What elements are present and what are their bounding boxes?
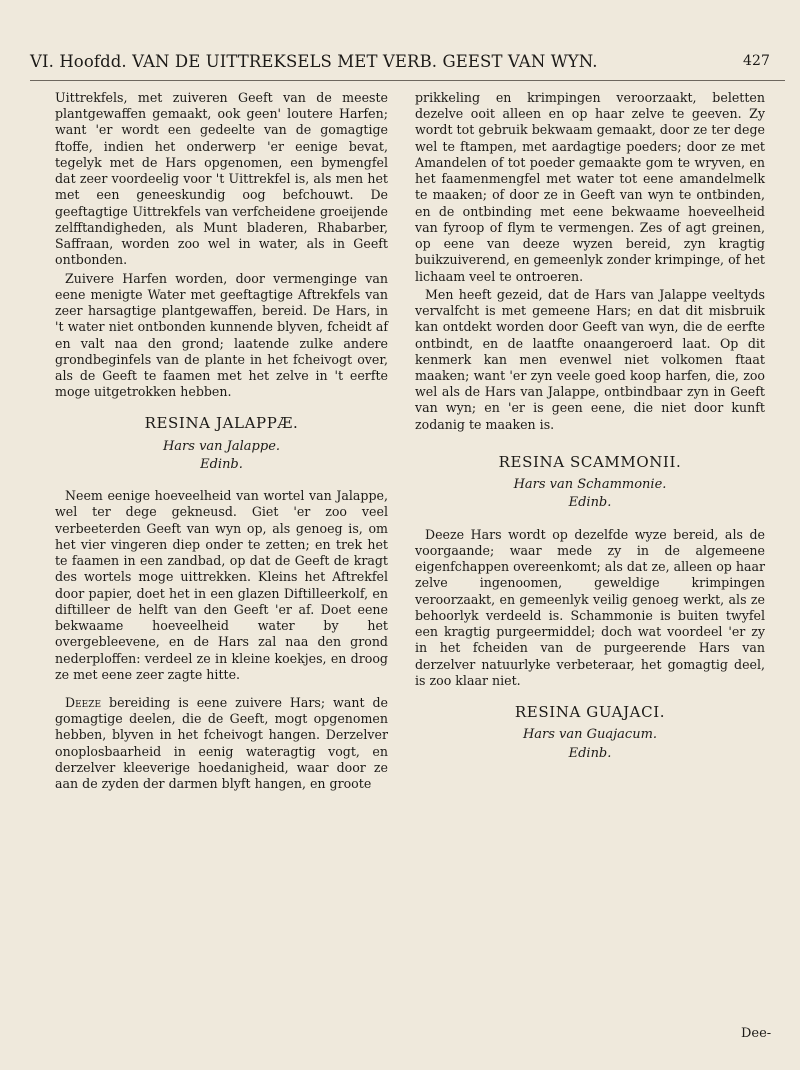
- section-heading-guajaci: [415, 703, 765, 763]
- paragraph: Deeze Hars wordt op dezelfde wyze bereid, als de voorgaande; waar mede zy in de algemeene eigenfchappen overeenkomt; als dat ze, alleen op haar zelve ingenoomen, geweldige krimpingen veroorzaakt, en gemeenlyk veilig genoeg werkt, als ze behoorlyk verdeeld is. Schammonie is buiten twyfel een kragtig purgeermiddel; doch wat voordeel 'er zy in het fcheiden van de purgeerende Hars van derzelver natuurlyke verbeteraar, het gomagtig deel, is zoo klaar niet.: [415, 526, 765, 688]
- paragraph: Zuivere Harfen worden, door vermenginge van eene menigte Water met geeftagtige Aftrekfels van zeer harsagtige plantgewaffen, bereid. De Hars, in 't water niet ontbonden kunnende blyven, fcheidt af en valt naa den grond; laatende zulke andere grondbeginfels van de plante in het fcheivogt over, als de Geeft te faamen met het zelve in 't eerfte moge uitgetrokken hebben.: [55, 270, 388, 400]
- section-subtitle: Hars van Jalappe.: [162, 438, 281, 454]
- header-rule: [30, 80, 785, 81]
- paragraph: Neem eenige hoeveelheid van wortel van Jalappe, wel ter dege gekneusd. Giet 'er zoo veel verbeeterden Geeft van wyn op, als genoeg is, om het vier vingeren diep onder te zetten; en trek het te faamen in een zandbad, op dat de Geeft de kragt des wortels moge uittrekken. Kleins het Aftrekfel door papier, doet het in een glazen Diftilleerkolf, en diftilleer de helft van den Geeft 'er af. Doet eene bekwaame hoeveelheid water by het overgebleevene, en de Hars zal naa den grond nederploffen: verdeel ze in kleine koekjes, en droog ze met eene zeer zagte hitte.: [55, 488, 388, 682]
- section-title: RESINA GUAJACI.: [514, 702, 666, 721]
- section-source: Edinb.: [568, 745, 612, 761]
- section-heading-jalappae: [55, 414, 388, 474]
- section-source: Edinb.: [200, 456, 243, 472]
- paragraph: [55, 695, 388, 792]
- page-number: 427: [743, 53, 771, 69]
- paragraph-lead: Deeze: [65, 694, 102, 710]
- section-title: RESINA JALAPPÆ.: [144, 414, 299, 433]
- paragraph: Uittrekfels, met zuiveren Geeft van de meeste plantgewaffen gemaakt, ook geen' loutere Harfen; want 'er wordt een gedeelte van de gomagtige ftoffe, indien het onderwerp 'er eenige bevat, tegelyk met de Hars opgenomen, een bymengfel dat zeer voordeelig voor 't Uittrekfel is, als men het met een geneeskundig oog befchouwt. De geeftagtige Uittrekfels van verfcheidene groeijende zelfftandigheden, als Munt bladeren, Rhabarber, Saffraan, worden zoo wel in water, als in Geeft ontbonden.: [55, 90, 388, 268]
- running-header: [30, 52, 770, 71]
- paragraph: prikkeling en krimpingen veroorzaakt, beletten dezelve ooit alleen en op haar zelve te geeven. Zy wordt tot gebruik bekwaam gemaakt, door ze ter dege wel te ftampen, met aardagtige poeders; door ze met Amandelen of tot poeder gemaakte gom te wryven, en het faamenmengfel met water tot eene amandelmelk te maaken; of door ze in Geeft van wyn te ontbinden, en de ontbinding met eene bekwaame hoeveelheid van fyroop of flym te vermengen. Zes of agt greinen, op eene van deeze wyzen bereid, zyn kragtig buikzuiverend, en gemeenlyk zonder krimpinge, of het lichaam veel te ontroeren.: [415, 90, 765, 284]
- section-heading-scammonii: [415, 453, 765, 513]
- left-column: [55, 90, 388, 794]
- paragraph: Men heeft gezeid, dat de Hars van Jalappe veeltyds vervalfcht is met gemeene Hars; en dat dit misbruik kan ontdekt worden door Geeft van wyn, die de eerfte ontbindt, en de laatfte onaangeroerd laat. Op dit kenmerk kan men evenwel niet volkomen ftaat maaken; want 'er zyn veele goed koop harfen, die, zoo wel als de Hars van Jalappe, ontbindbaar zyn in Geeft van wyn; en 'er is geen eene, die niet door kunft zodanig te maaken is.: [415, 286, 765, 432]
- section-source: Edinb.: [568, 495, 612, 511]
- paragraph-body: bereiding is eene zuivere Hars; want de gomagtige deelen, die de Geeft, mogt opgenomen hebben, blyven in het fcheivogt hangen. Derzelver onoplosbaarheid in eenig wateragtig vogt, en derzelver kleeverige hoedanigheid, waar door ze aan de zyden der darmen blyft hangen, en groote: [55, 694, 388, 792]
- catchword: Dee-: [741, 1026, 772, 1041]
- section-subtitle: Hars van Schammonie.: [513, 477, 667, 493]
- header-title: VI. Hoofdd. VAN DE UITTREKSELS MET VERB. GEEST VAN WYN.: [30, 52, 598, 71]
- section-title: RESINA SCAMMONII.: [498, 452, 682, 471]
- section-subtitle: Hars van Guajacum.: [522, 727, 658, 743]
- right-column: [415, 90, 765, 777]
